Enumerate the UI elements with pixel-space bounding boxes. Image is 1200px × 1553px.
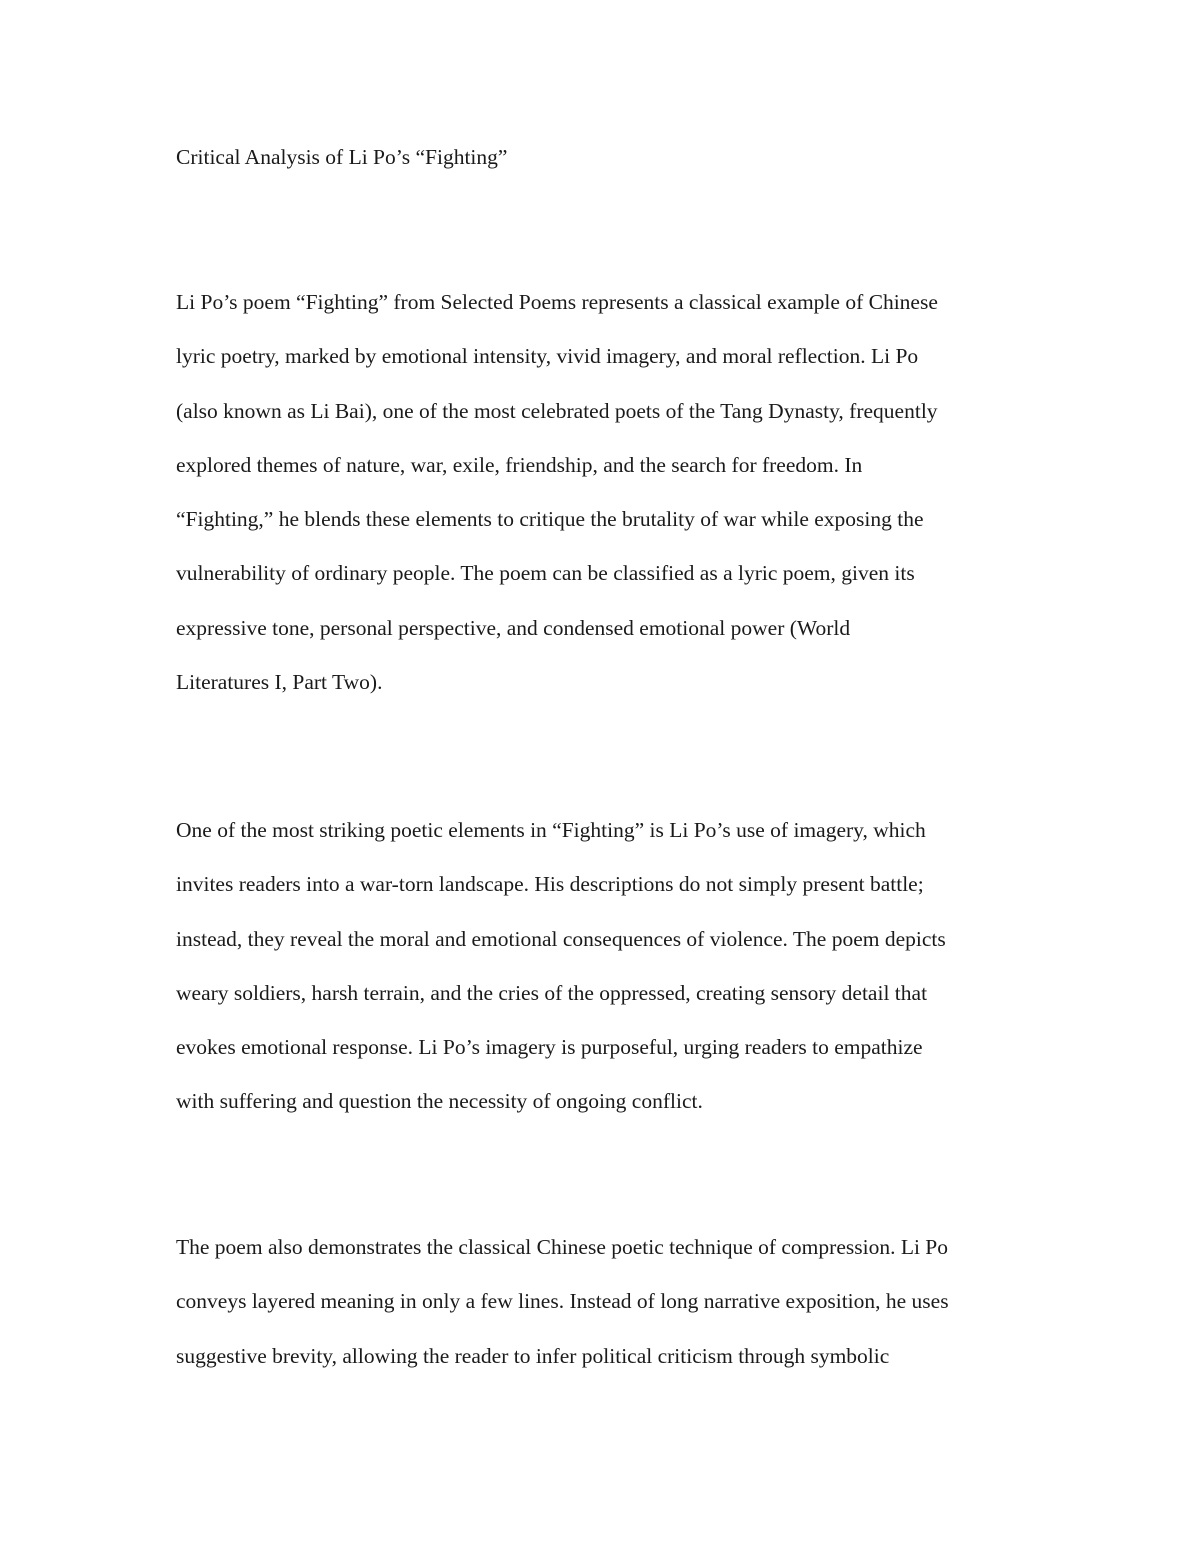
paragraph-line: evokes emotional response. Li Po’s imagery is purposeful, urging readers to empathize: [176, 1035, 923, 1060]
paragraph-line: vulnerability of ordinary people. The poem can be classified as a lyric poem, given its: [176, 561, 915, 586]
paragraph-line: expressive tone, personal perspective, and condensed emotional power (World: [176, 615, 851, 640]
paragraph-line: explored themes of nature, war, exile, friendship, and the search for freedom. In: [176, 452, 863, 477]
paragraph-line: The poem also demonstrates the classical Chinese poetic technique of compression. Li Po: [176, 1235, 949, 1259]
paragraph-intro: [176, 292, 938, 726]
paragraph-line: (also known as Li Bai), one of the most celebrated poets of the Tang Dynasty, frequently: [176, 398, 938, 423]
paragraph-line: lyric poetry, marked by emotional intensity, vivid imagery, and moral reflection. Li Po: [176, 344, 919, 369]
paragraph-line: “Fighting,” he blends these elements to critique the brutality of war while exposing the: [176, 507, 924, 532]
paragraph-line: Li Po’s poem “Fighting” from Selected Poems represents a classical example of Chinese: [176, 290, 938, 314]
paragraph-line: conveys layered meaning in only a few lines. Instead of long narrative exposition, he uses: [176, 1289, 949, 1314]
paragraph-line: Literatures I, Part Two).: [176, 670, 383, 695]
paragraph-compression: [176, 1237, 949, 1400]
paragraph-line: suggestive brevity, allowing the reader to infer political criticism through symbolic: [176, 1343, 890, 1368]
paragraph-line: One of the most striking poetic elements in “Fighting” is Li Po’s use of imagery, which: [176, 818, 926, 842]
paragraph-line: invites readers into a war-torn landscape. His descriptions do not simply present battle;: [176, 872, 924, 897]
paragraph-line: instead, they reveal the moral and emotional consequences of violence. The poem depicts: [176, 926, 946, 951]
document-title: Critical Analysis of Li Po’s “Fighting”: [176, 145, 508, 169]
paragraph-line: weary soldiers, harsh terrain, and the cries of the oppressed, creating sensory detail that: [176, 980, 928, 1005]
paragraph-imagery: [176, 820, 946, 1146]
paragraph-line: with suffering and question the necessity of ongoing conflict.: [176, 1089, 703, 1114]
